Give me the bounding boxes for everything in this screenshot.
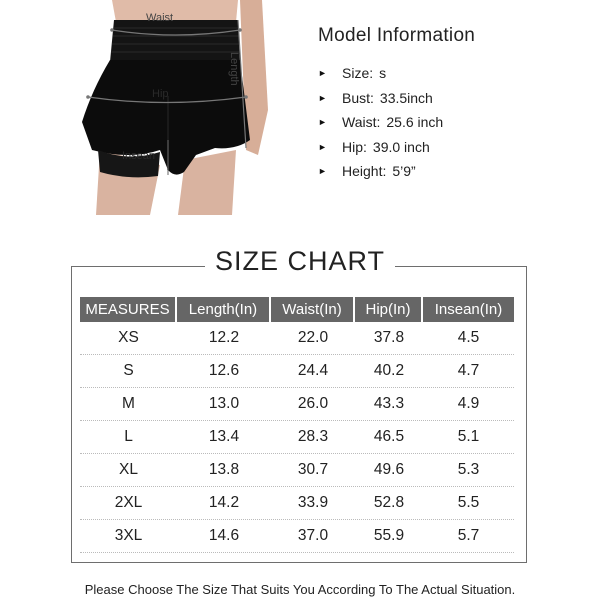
cell-length: 14.6: [208, 527, 240, 544]
cell-length: 12.6: [208, 362, 240, 379]
size-chart-title: SIZE CHART: [205, 246, 395, 277]
model-info-hip: [318, 135, 588, 160]
triangle-bullet-icon: ►: [318, 141, 327, 152]
model-info-bust: [318, 86, 588, 111]
table-row: [80, 322, 514, 355]
cell-length: 14.2: [208, 494, 240, 511]
hip-label: Hip: [152, 88, 169, 100]
cell-waist: 30.7: [297, 461, 329, 478]
cell-waist: 37.0: [297, 527, 329, 544]
cell-size: M: [122, 395, 135, 412]
table-row: [80, 388, 514, 421]
cell-waist: 33.9: [297, 494, 329, 511]
header-measures: MEASURES: [80, 297, 177, 322]
header-insean: Insean(In): [423, 297, 514, 322]
cell-length: 13.0: [208, 395, 240, 412]
footer-note: Please Choose The Size That Suits You According To The Actual Situation.: [84, 582, 516, 597]
table-header-row: [80, 297, 514, 322]
shorts-illustration: [0, 0, 300, 215]
header-length: Length(In): [177, 297, 271, 322]
info-label: Bust:: [342, 89, 374, 106]
cell-waist: 22.0: [297, 329, 329, 346]
info-value: 5’9”: [392, 163, 416, 180]
triangle-bullet-icon: ►: [318, 68, 327, 79]
cell-size: XS: [118, 329, 139, 346]
table-row: [80, 487, 514, 520]
cell-hip: 43.3: [373, 395, 405, 412]
cell-hip: 52.8: [373, 494, 405, 511]
cell-size: XL: [119, 461, 138, 478]
info-value: 39.0 inch: [372, 138, 430, 155]
info-value: s: [379, 65, 387, 82]
length-label: Length: [228, 52, 240, 86]
info-label: Height:: [342, 163, 387, 180]
cell-length: 12.2: [208, 329, 240, 346]
cell-waist: 24.4: [297, 362, 329, 379]
header-waist: Waist(In): [271, 297, 355, 322]
model-info-height: [318, 159, 588, 184]
triangle-bullet-icon: ►: [318, 92, 327, 103]
table-row: [80, 355, 514, 388]
cell-size: S: [123, 362, 134, 379]
info-label: Hip:: [342, 138, 367, 155]
cell-insean: 5.3: [457, 461, 480, 478]
info-value: 33.5inch: [379, 89, 433, 106]
table-row: [80, 421, 514, 454]
cell-size: 3XL: [114, 527, 143, 544]
cell-insean: 5.1: [457, 428, 480, 445]
cell-length: 13.4: [208, 428, 240, 445]
table-body: [80, 322, 514, 553]
model-info-size: [318, 61, 588, 86]
waist-label: Waist: [146, 12, 174, 24]
model-info-waist: [318, 110, 588, 135]
cell-hip: 49.6: [373, 461, 405, 478]
model-info-title: Model Information: [318, 25, 476, 46]
table-row: [80, 520, 514, 553]
cell-insean: 4.9: [457, 395, 480, 412]
model-information: [318, 25, 588, 184]
info-value: 25.6 inch: [386, 114, 444, 131]
info-label: Size:: [342, 65, 374, 82]
cell-hip: 37.8: [373, 329, 405, 346]
cell-length: 13.8: [208, 461, 240, 478]
size-table: [80, 297, 514, 553]
cell-waist: 28.3: [297, 428, 329, 445]
cell-hip: 46.5: [373, 428, 405, 445]
header-hip: Hip(In): [355, 297, 423, 322]
product-photo: [0, 0, 300, 215]
size-chart-title-wrap: [0, 246, 600, 277]
cell-hip: 40.2: [373, 362, 405, 379]
cell-size: 2XL: [114, 494, 143, 511]
info-label: Waist:: [342, 114, 381, 131]
triangle-bullet-icon: ►: [318, 166, 327, 177]
cell-insean: 4.7: [457, 362, 480, 379]
cell-insean: 5.5: [457, 494, 480, 511]
table-row: [80, 454, 514, 487]
cell-insean: 4.5: [457, 329, 480, 346]
cell-insean: 5.7: [457, 527, 480, 544]
cell-hip: 55.9: [373, 527, 405, 544]
triangle-bullet-icon: ►: [318, 117, 327, 128]
cell-waist: 26.0: [297, 395, 329, 412]
cell-size: L: [124, 428, 133, 445]
insean-label: Insean: [122, 150, 156, 162]
